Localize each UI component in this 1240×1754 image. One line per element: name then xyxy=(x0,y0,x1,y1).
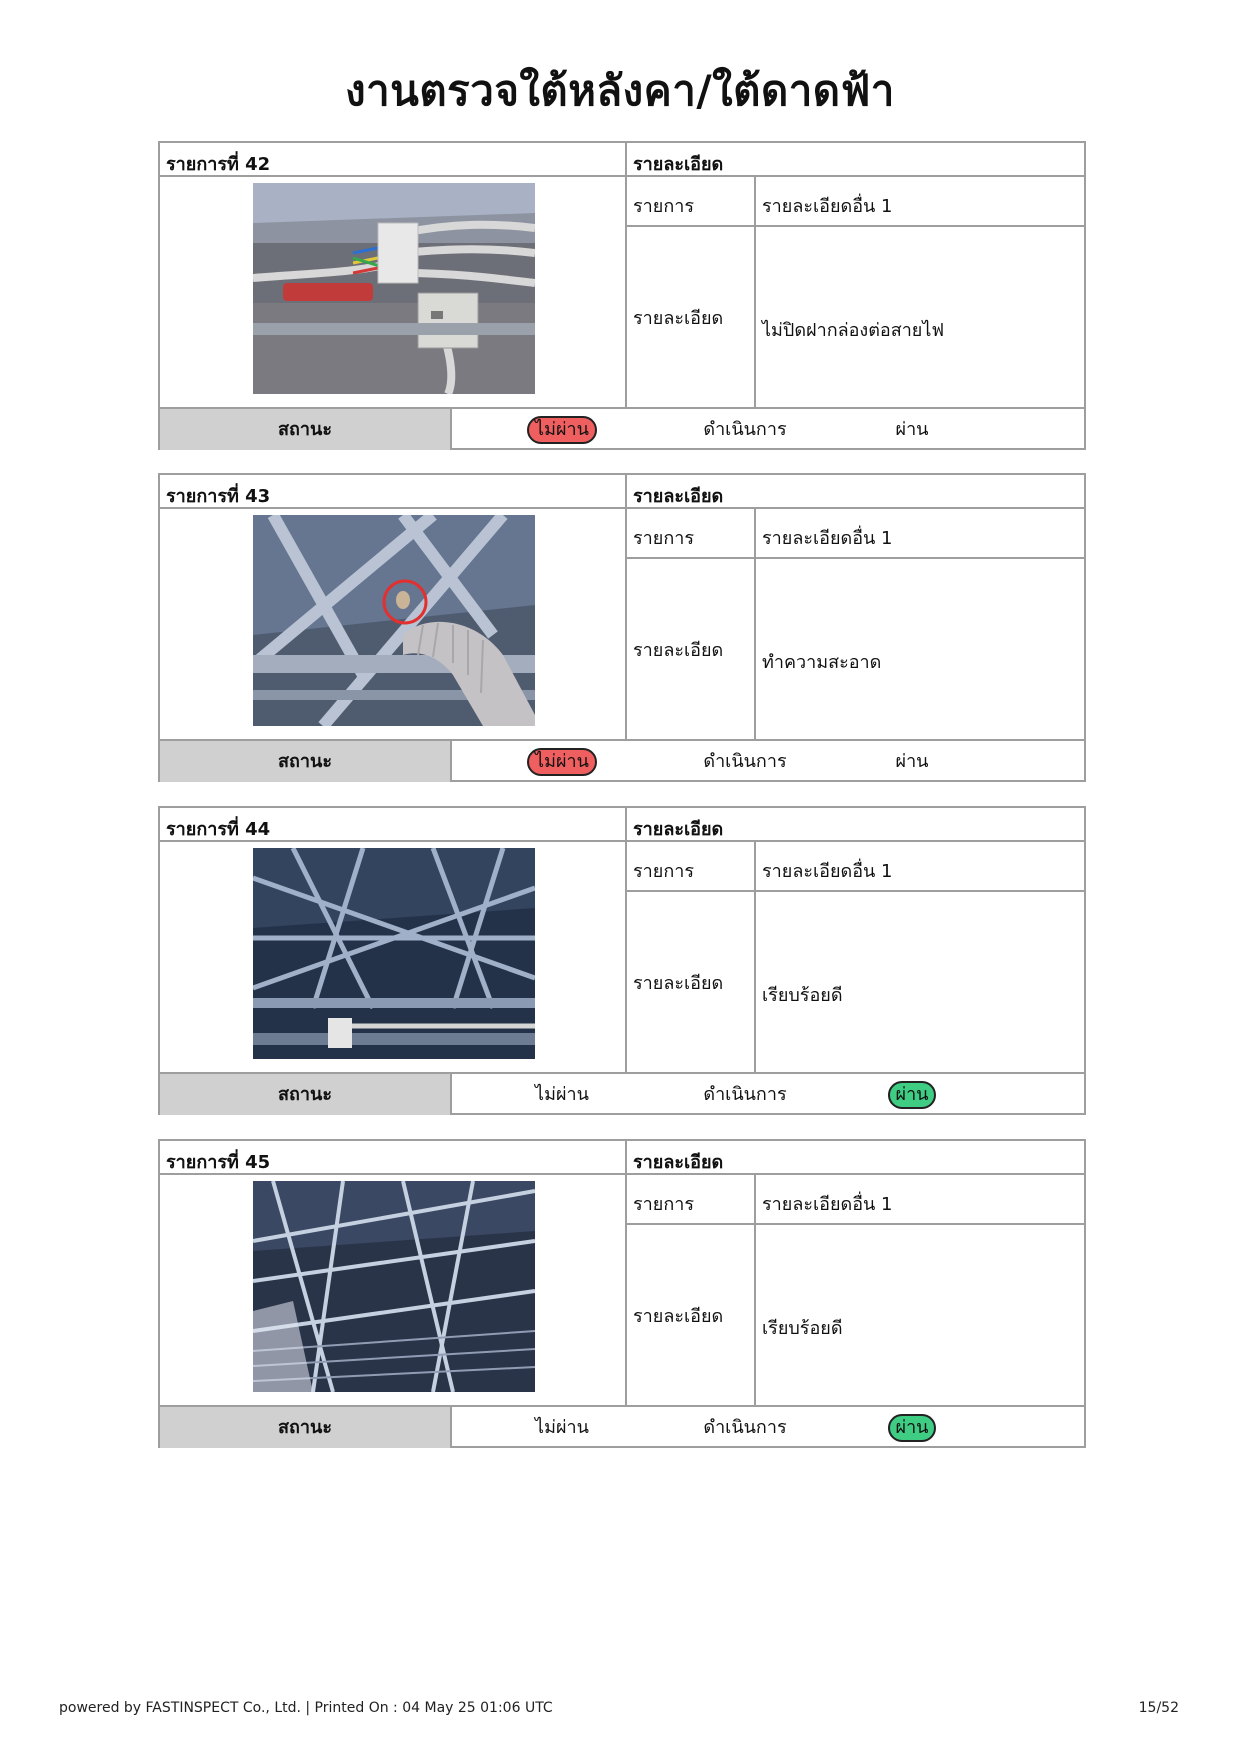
detail-value xyxy=(756,892,1084,1072)
status-option-action[interactable]: ดำเนินการ xyxy=(703,751,787,772)
photo-cell xyxy=(160,1175,627,1405)
status-label: สถานะ xyxy=(160,409,452,450)
detail-label xyxy=(627,559,756,739)
status-option-fail[interactable] xyxy=(520,409,604,450)
item-heading: รายการที่ 45 xyxy=(160,1141,627,1175)
roof-truss-duct-photo[interactable] xyxy=(253,515,535,726)
detail-value xyxy=(756,1225,1084,1405)
footer-credit: powered by FASTINSPECT Co., Ltd. | Printed On : 04 May 25 01:06 UTC xyxy=(59,1700,553,1716)
item-value: รายละเอียดอื่น 1 xyxy=(756,1175,1084,1225)
page-title: งานตรวจใต้หลังคา/ใต้ดาดฟ้า xyxy=(345,66,895,115)
detail-label xyxy=(627,1225,756,1405)
steel-truss-photo[interactable] xyxy=(253,848,535,1059)
inspection-card xyxy=(158,141,1086,450)
item-heading: รายการที่ 42 xyxy=(160,143,627,177)
photo-cell xyxy=(160,177,627,407)
detail-label-text: รายละเอียด xyxy=(633,307,724,329)
status-label: สถานะ xyxy=(160,741,452,782)
detail-value-text: เรียบร้อยดี xyxy=(762,1317,843,1339)
detail-value-text: เรียบร้อยดี xyxy=(762,984,843,1006)
inspection-card xyxy=(158,806,1086,1115)
status-option-action[interactable]: ดำเนินการ xyxy=(703,419,787,440)
status-row xyxy=(160,407,1084,448)
detail-heading: รายละเอียด xyxy=(627,1141,1084,1175)
detail-heading: รายละเอียด xyxy=(627,143,1084,177)
item-value: รายละเอียดอื่น 1 xyxy=(756,842,1084,892)
status-row xyxy=(160,1072,1084,1113)
inspection-card xyxy=(158,1139,1086,1448)
status-label: สถานะ xyxy=(160,1407,452,1448)
detail-heading: รายละเอียด xyxy=(627,475,1084,509)
status-option-fail[interactable]: ไม่ผ่าน xyxy=(535,1084,589,1105)
pass-selected-badge: ผ่าน xyxy=(888,1081,937,1109)
detail-label-text: รายละเอียด xyxy=(633,972,724,994)
item-heading: รายการที่ 44 xyxy=(160,808,627,842)
photo-cell xyxy=(160,509,627,739)
status-option-action[interactable]: ดำเนินการ xyxy=(703,1084,787,1105)
item-label: รายการ xyxy=(627,509,756,559)
pass-selected-badge: ผ่าน xyxy=(888,1414,937,1442)
status-option-pass[interactable] xyxy=(880,1074,944,1115)
detail-value-text: ไม่ปิดฝากล่องต่อสายไฟ xyxy=(762,319,945,341)
fail-selected-badge: ไม่ผ่าน xyxy=(527,748,597,776)
item-label: รายการ xyxy=(627,177,756,227)
status-row xyxy=(160,1405,1084,1446)
status-option-pass[interactable] xyxy=(880,1407,944,1448)
detail-label xyxy=(627,227,756,407)
fail-selected-badge: ไม่ผ่าน xyxy=(527,416,597,444)
item-value: รายละเอียดอื่น 1 xyxy=(756,177,1084,227)
item-value: รายละเอียดอื่น 1 xyxy=(756,509,1084,559)
status-row xyxy=(160,739,1084,780)
status-option-pass[interactable]: ผ่าน xyxy=(895,419,929,440)
status-option-action[interactable]: ดำเนินการ xyxy=(703,1417,787,1438)
item-heading: รายการที่ 43 xyxy=(160,475,627,509)
status-option-fail[interactable]: ไม่ผ่าน xyxy=(535,1417,589,1438)
detail-value xyxy=(756,559,1084,739)
detail-value xyxy=(756,227,1084,407)
photo-cell xyxy=(160,842,627,1072)
item-label: รายการ xyxy=(627,1175,756,1225)
steel-truss-photo[interactable] xyxy=(253,1181,535,1392)
item-label: รายการ xyxy=(627,842,756,892)
page-number: 15/52 xyxy=(1138,1700,1179,1716)
detail-heading: รายละเอียด xyxy=(627,808,1084,842)
detail-value-text: ทำความสะอาด xyxy=(762,651,882,673)
inspection-card xyxy=(158,473,1086,782)
electrical-junction-box-photo[interactable] xyxy=(253,183,535,394)
detail-label-text: รายละเอียด xyxy=(633,1305,724,1327)
detail-label xyxy=(627,892,756,1072)
status-option-pass[interactable]: ผ่าน xyxy=(895,751,929,772)
status-label: สถานะ xyxy=(160,1074,452,1115)
detail-label-text: รายละเอียด xyxy=(633,639,724,661)
status-option-fail[interactable] xyxy=(520,741,604,782)
